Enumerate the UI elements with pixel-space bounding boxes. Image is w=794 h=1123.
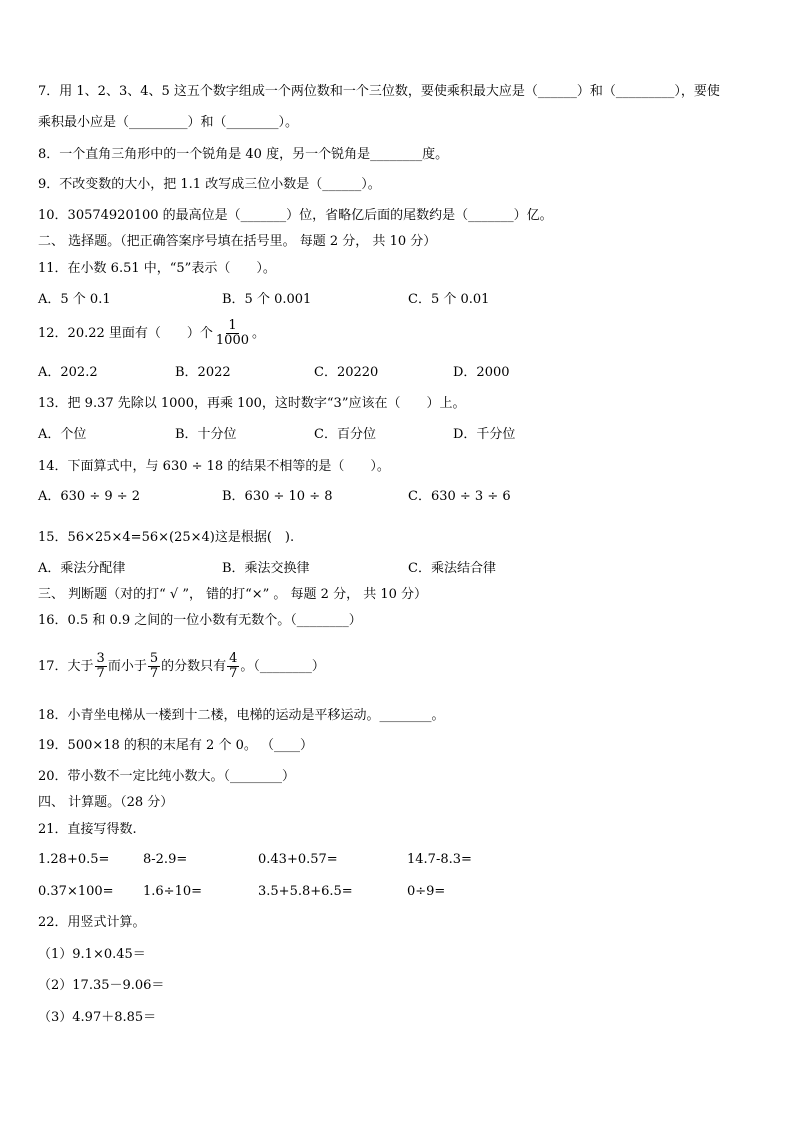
q17-fraction-1 (95, 652, 107, 681)
q15-option-a[interactable]: A．乘法分配律 (38, 561, 126, 576)
section-heading-calculation: 四、 计算题。（28 分） (38, 795, 174, 810)
q22-item-3: （3）4.97＋8.85＝ (38, 1010, 157, 1025)
q12-stem-pre: 12．20.22 里面有（ ）个 (38, 326, 213, 341)
q10: 10．30574920100 的最高位是（_______）位，省略亿后面的尾数约是（_______）亿。 (38, 208, 553, 223)
q13-option-c[interactable]: C．百分位 (314, 427, 376, 442)
q11-option-a[interactable]: A．5 个 0.1 (38, 292, 111, 307)
q7-line2: 乘积最小应是（_________）和（________）。 (38, 115, 299, 130)
q17-fraction-3-numerator: 4 (229, 651, 238, 666)
q21-stem: 21．直接写得数. (38, 822, 137, 837)
q17-mid2: 的分数只有 (161, 659, 227, 674)
q17-fraction-3-denominator: 7 (229, 666, 238, 681)
q18: 18．小青坐电梯从一楼到十二楼，电梯的运动是平移运动。________。 (38, 708, 445, 723)
q17-post: 。（________） (240, 659, 325, 674)
q11-stem: 11．在小数 6.51 中，“5”表示（ ）。 (38, 261, 276, 276)
q11-option-c[interactable]: C．5 个 0.01 (408, 292, 490, 307)
q16: 16．0.5 和 0.9 之间的一位小数有无数个。（________） (38, 613, 362, 628)
q17-fraction-1-numerator: 3 (96, 651, 105, 666)
q21-item: 1.6÷10= (143, 884, 203, 899)
q21-item: 0.37×100= (38, 884, 114, 899)
q21-item: 1.28+0.5= (38, 852, 110, 867)
q12-option-c[interactable]: C．20220 (314, 365, 379, 380)
q17-pre: 17．大于 (38, 659, 94, 674)
q21-item: 0.43+0.57= (258, 852, 338, 867)
q21-item: 14.7-8.3= (407, 852, 472, 867)
q21-item: 3.5+5.8+6.5= (258, 884, 353, 899)
q22-item-2: （2）17.35－9.06＝ (38, 978, 165, 993)
q13-option-a[interactable]: A．个位 (38, 427, 87, 442)
q17-fraction-2-denominator: 7 (149, 666, 159, 681)
q15-stem: 15．56×25×4=56×(25×4)这是根据( ). (38, 530, 295, 545)
section-heading-choice: 二、 选择题。（把正确答案序号填在括号里。 每题 2 分， 共 10 分） (38, 234, 437, 249)
q9: 9．不改变数的大小，把 1.1 改写成三位小数是（______）。 (38, 177, 381, 192)
q12-fraction (214, 319, 251, 348)
q17-fraction-3 (227, 652, 239, 681)
q13-option-b[interactable]: B．十分位 (175, 427, 237, 442)
q7-line1: 7．用 1、2、3、4、5 这五个数字组成一个两位数和一个三位数，要使乘积最大应是（______）和（_________），要使 (38, 84, 720, 99)
q17-fraction-2-numerator: 5 (149, 651, 159, 666)
q14-option-a[interactable]: A．630 ÷ 9 ÷ 2 (38, 489, 141, 504)
q19: 19．500×18 的积的末尾有 2 个 0。 （____） (38, 738, 313, 753)
q14-stem: 14．下面算式中，与 630 ÷ 18 的结果不相等的是（ ）。 (38, 459, 390, 474)
q8: 8．一个直角三角形中的一个锐角是 40 度，另一个锐角是________度。 (38, 147, 449, 162)
q17 (38, 651, 325, 683)
q12-stem-post: 。 (252, 326, 266, 341)
q12-fraction-denominator: 1000 (215, 333, 249, 348)
q17-mid: 而小于 (107, 659, 147, 674)
q15-option-c[interactable]: C．乘法结合律 (408, 561, 496, 576)
q20: 20．带小数不一定比纯小数大。（________） (38, 769, 296, 784)
q12-option-d[interactable]: D．2000 (453, 365, 510, 380)
q22-item-1: （1）9.1×0.45＝ (38, 947, 146, 962)
q17-fraction-2 (148, 652, 160, 681)
q12-option-a[interactable]: A．202.2 (38, 365, 98, 380)
q21-item: 0÷9= (407, 884, 446, 899)
q12-stem (38, 318, 265, 350)
q13-stem: 13．把 9.37 先除以 1000，再乘 100，这时数字“3”应该在（ ）上。 (38, 396, 466, 411)
q15-option-b[interactable]: B．乘法交换律 (222, 561, 310, 576)
q21-item: 8-2.9= (143, 852, 188, 867)
section-heading-judgement: 三、 判断题（对的打“ √ ”， 错的打“×” 。 每题 2 分， 共 10 分） (38, 587, 428, 602)
q14-option-b[interactable]: B．630 ÷ 10 ÷ 8 (222, 489, 333, 504)
q22-stem: 22．用竖式计算。 (38, 915, 146, 930)
q14-option-c[interactable]: C．630 ÷ 3 ÷ 6 (408, 489, 511, 504)
q11-option-b[interactable]: B．5 个 0.001 (222, 292, 312, 307)
q12-fraction-numerator: 1 (228, 318, 237, 333)
q17-fraction-1-denominator: 7 (96, 666, 105, 681)
q13-option-d[interactable]: D．千分位 (453, 427, 516, 442)
q12-option-b[interactable]: B．2022 (175, 365, 231, 380)
